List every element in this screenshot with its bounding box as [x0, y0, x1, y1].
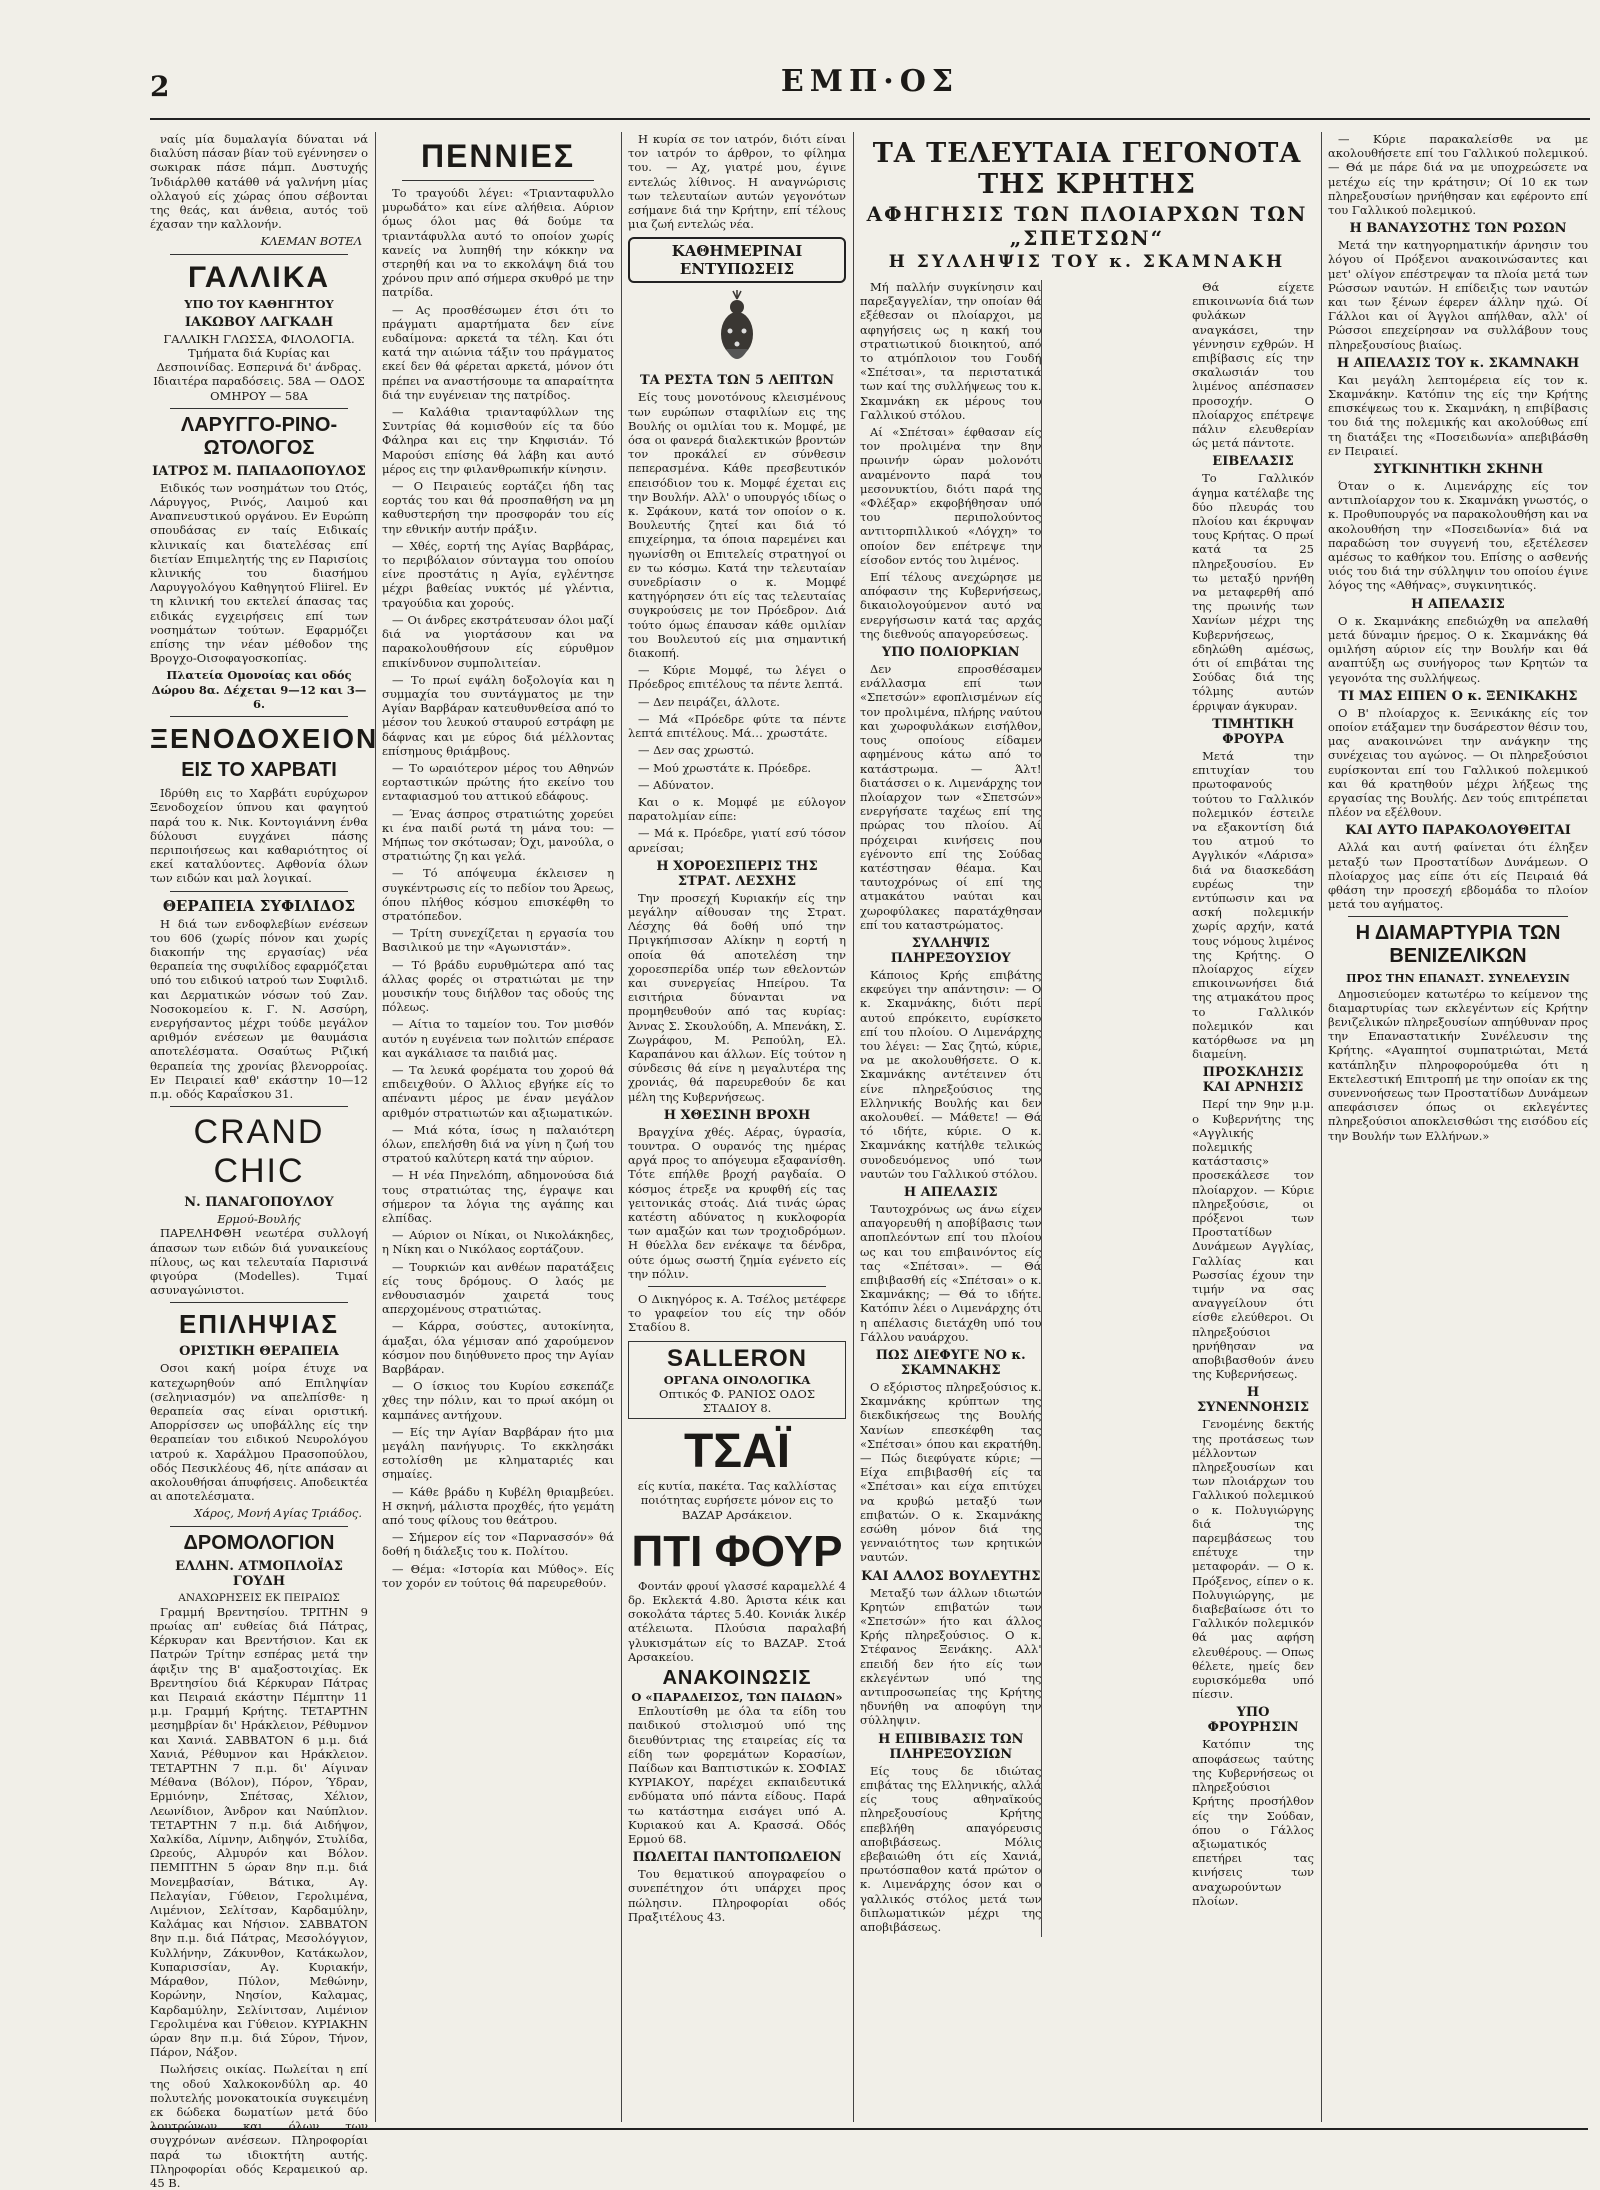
chronicle-paragraph: Το τραγούδι λέγει: «Τριανταφυλλο μυρωδάτο» και είνε αλήθεια. Αύριον όμως όλοι μας θά δούμε τα τριαντάφυλλα αυτό το οποίον χωρίς κανείς να λυπηθή την κόκκην να στερηθή και να το εκκολάψη διά του χρόνου πριν από σήμερα σκυθρό με την πατρίδα. — [382, 186, 614, 300]
section-title: Η ΣΥΝΕΝΝΟΗΣΙΣ — [1196, 1385, 1310, 1416]
crete-article-body — [860, 280, 1314, 1937]
chronicle-paragraph: — Τό βράδυ ευρυθμώτερα από τας άλλας φορές οι στρατιώται με την μουσικήν τους διήλθον τας οδούς της πόλεως. — [382, 957, 614, 1015]
column-chronicle — [382, 132, 614, 2122]
ad-shop-address: Ερμού-Βουλής — [217, 1212, 301, 1227]
ad-subtitle-epilepsy: ΟΡΙΣΤΙΚΗ ΘΕΡΑΠΕΙΑ — [179, 1344, 339, 1360]
dialogue-line: — Μά «Πρόεδρε φύτε τα πέντε λεπτά επιτέλους. Μά… χρωστάτε. — [628, 711, 846, 741]
chronicle-paragraph: — Οι άνδρες εκστράτευσαν όλοι μαζί διά να γιορτάσουν και να παρακολουθήσουν είς εύρυθμον επικίνδυνον συμπολιτείαν. — [382, 612, 614, 670]
ad-petit-four-text: Φοντάν φρουί γλασσέ καραμελλέ 4 δρ. Εκλεκτά 4.80. Άριστα κέικ και σοκολάτα τάρτες 5.40. Κονιάκ λικέρ ατέλειωτα. Πλούσια παραλαβή γλυκισμάτων είς το ΒΑΖΑΡ. Στοά Αρσακείου. — [628, 1578, 846, 1664]
ad-schedule-text: Γραμμή Βρεντησίου. ΤΡΙΤΗΝ 9 πρωίας απ' ευθείας διά Πάτρας, Κέρκυραν και Βρεντήσιον. Και εκ Πατρών Τρίτην εσπέρας μετά την άφιξιν της Β' αμαξοστοιχίας. Εκ Βρεντησίου διά Κέρκυραν Πάτρας και Πειραιά εκάστην Πέμπτην 11 μ.μ. Γραμμή Κρήτης. ΤΕΤΑΡΤΗΝ μεσημβρίαν δι' Ηράκλειον, Ρέθυμνον και Χανιά. ΣΑΒΒΑΤΟΝ 6 μ.μ. διά Χανιά, Ρέθυμνον και Ηράκλειον. ΤΕΤΑΡΤΗΝ 7 π.μ. δι' Αίγιναν Μέθανα (Βόλον), Πόρον, Ύδραν, Ερμιόνην, Σπέτσας, Χέλιον, Λεωνίδιον, Άνδρον και Ναύπλιον. ΤΕΤΑΡΤΗΝ 7 π.μ. διά Αιδήψον, Χαλκίδα, Λίμνην, Αιδηψόν, Στυλίδα, Ωρεούς, Αλμυρόν και Βόλον. ΠΕΜΠΤΗΝ 5 ώραν 8ην π.μ. διά Μονεμβασίαν, Βάτικα, Αγ. Πελαγίαν, Γύθειον, Γερολιμένα, Λιμένιον, Σελίτσαν, Καρδαμύλην, Καλάμας και Νήσιον. ΣΑΒΒΑΤΟΝ 8ην π.μ. διά Πάτρας, Μεσολόγγιον, Κυλλήνην, Ζάκυνθον, Κατάκωλον, Κυπαρισσίαν, Αγ. Κυριακήν, Μάραθον, Πύλον, Μεθώνην, Κορώνην, Νησίον, Καλαμας, Καρδαμύλην, Σελίνιτσαν, Λιμένιον Γερολιμένα και Γύθειον. ΚΥΡΙΑΚΗΝ ώραν 8ην π.μ. διά Σύρον, Τήνον, Πάρον, Νάξον. — [150, 1604, 368, 2060]
divider — [170, 1302, 348, 1303]
divider — [170, 891, 348, 892]
impressions-heading: ΤΑ ΡΕΣΤΑ ΤΩΝ 5 ΛΕΠΤΩΝ — [639, 373, 835, 389]
ad-grocery-text: Του θεματικού απογραφείου ο συνεπέτηχον ότι υπάρχει προς πώλησιν. Πληροφορίαι οδός Πραξιτέλους 43. — [628, 1867, 846, 1924]
section-title: Η ΧΘΕΣΙΝΗ ΒΡΟΧΗ — [663, 1107, 811, 1123]
ad-title-hotel: ΞΕΝΟΔΟΧΕΙΟΝ — [150, 723, 379, 755]
ad-salleron — [628, 1341, 846, 1420]
dialogue-line: — Δεν σας χρωστώ. — [638, 743, 755, 758]
dialogue-line: — Μά κ. Πρόεδρε, γιατί εσύ τόσον αρνείσαι; — [628, 826, 846, 855]
inner-separator — [1041, 280, 1192, 1937]
section-title: ΥΠΟ ΦΡΟΥΡΗΣΙΝ — [1207, 1705, 1299, 1736]
chronicle-paragraph: — Ένας άσπρος στρατιώτης χορεύει κι ένα παιδί ρωτά τη μάνα του: — Μήπως τον σκότωσαν; Όχι, μανούλα, ο στρατιώτης ζη και γελά. — [382, 806, 614, 864]
ad-title-ent-doctor: ΛΑΡΥΓΓΟ-ΡΙΝΟ-ΩΤΟΛΟΓΟΣ — [180, 413, 338, 459]
section-title: Η ΑΠΕΛΑΣΙΣ ΤΟΥ κ. ΣΚΑΜΝΑΚΗ — [1336, 355, 1580, 371]
chronicle-paragraph: — Είς την Αγίαν Βαρβάραν ήτο μια μεγάλη πανήγυρις. Το εκκλησάκι εστολίσθη με κληματαριές και σημαίες. — [382, 1424, 614, 1482]
chronicle-paragraph: — Μιά κότα, ίσως η παλαιότερη όλων, επελήσθη διά να γίνη η ζωή του στρατού καλύτερη κατά την αύριον. — [382, 1122, 614, 1166]
ad-title-schedule: ΔΡΟΜΟΛΟΓΙΟΝ — [183, 1531, 335, 1554]
section-text: Μετά την κατηγορηματικήν άρνησιν του λόγου οί Πρόξενοι ανακοινώσαντες και μετ' ολίγον επέστρεψαν τα πλοία μετά των Ρώσσων ναυτών. Η επίδειξις των ναυτών και των ξένων έφερεν άλλην ηχώ. Οί Γάλλοι και οί Άγγλοι απήλθαν, αλλ' οί Ρώσσοι επεχείρησαν να συλλάβουν τους πληρεξουσίους βιαίως. — [1328, 238, 1588, 352]
chronicle-paragraph: — Τουρκιών και ανθέων παρατάξεις είς τους δρόμους. Ο λαός με ενθουσιασμόν χαιρετά τους απερχομένους στρατιώτας. — [382, 1259, 614, 1317]
chronicle-paragraph: — Ο Πειραιεύς εορτάζει ήδη τας εορτάς του και θά προσπαθήση να μη καθυστερήση την προσφοράν του είς την εθνικήν αυτήν πράξιν. — [382, 479, 614, 536]
section-text: Κατόπιν της αποφάσεως ταύτης της Κυβερνήσεως οι πληρεξούσιοι Κρήτης προσήλθον είς την Σούδαν, όπου ο Γάλλος αξιωματικός επετήρει τας κινήσεις των αναχωρούντων πλοίων. — [1192, 1737, 1314, 1908]
section-text: Ο Β' πλοίαρχος κ. Ξενικάκης είς τον οποίον ετάξαμεν την δυσάρεστον θέσιν του, μας ανακοινώνει την ανάγκην της συνέχειας του αγώνος. — Οι πληρεξούσιοι ευρίσκονται επί του Γαλλικού πολεμικού και θά κρατηθούν μέχρι λήξεως της εργασίας της Βουλής. Δεν τούς επιτρέπεται πλέον να εξέλθουν. — [1328, 705, 1588, 820]
chronicle-paragraph: — Η νέα Πηνελόπη, αδημονούσα διά τους στρατιώτας της, έγραψε και σήμερον τα λόγια της αγάπης και ελπίδας. — [382, 1168, 614, 1226]
section-title: ΚΑΙ ΑΛΛΟΣ ΒΟΥΛΕΥΤΗΣ — [861, 1568, 1041, 1584]
protest-text: Δημοσιεύομεν κατωτέρω το κείμενον της διαμαρτυρίας των εκλεγέντων είς Κρήτην βενιζελικών πληρεξουσίων απηύθυναν προς την Επαναστατικήν Συνέλευσιν της Κρήτης. «Αγαπητοί συμπατριώται, Μετά κατάπληξιν πληροφορούμεθα ότι η Εκτελεστική Επιτροπή με την οποίαν εκ της συνεννοήσεως των Προστατίδων Δυνάμεων απεφάσισεν όπως οι εκλεγέντες πληρεξούσιοι αποκλεισθώσι της εισόδου είς την Βουλήν των Ελλήνων.» — [1328, 986, 1588, 1143]
article-paragraph: Αί «Σπέτσαι» έφθασαν είς τον προλιμένα την 8ην πρωινήν ώραν μολονότι αναμένοντο παρά του μεσονυκτίου, διότι παρά της «Φλέξαρ» εκφοβήθησαν υπό του περιπολούντος αντιτορπιλλικού «Λόγχη» το οποίον δεν επέτρεψε την είσοδον εντός του λιμένος. — [860, 425, 1042, 567]
section-text: Όταν ο κ. Λιμενάρχης είς τον αντιπλοίαρχον του κ. Σκαμνάκη γνωστός, ο κ. Προθυπουργός να παρακολουθήση και να ακολουθήση την «Ποσειδωνία» διά να παραδώση τον συγγενή του, εξετέλεσεν αμέσως το καθήκον του. Επίσης ο ασθενής υιός του διά την σύλληψιν του οποίου έγινε λόγος της «Αθήνας», συγκινητικός. — [1328, 479, 1588, 593]
masthead: ΕΜΠ·ΟΣ — [780, 64, 960, 99]
protest-subheadline: ΠΡΟΣ ΤΗΝ ΕΠΑΝΑΣΤ. ΣΥΝΕΛΕΥΣΙΝ — [1346, 972, 1570, 986]
section-text: Ο κ. Σκαμνάκης επεδιώχθη να απελαθή μετά δύναμιν ήρεμος. Ο κ. Σκαμνάκης θά ομιλήση αύριον είς την Βουλήν και θά αναπτύξη ως συνήγορος των Κρητών τα γεγονότα της συλλήψεως. — [1328, 613, 1588, 685]
article-paragraph: Επί τέλους ανεχώρησε με απόφασιν της Κυβερνήσεως, δικαιολογούμενον αυτό να ενεργήσωσιν κατά τας αρχάς της διεθνούς απαγορεύσεως. — [860, 570, 1042, 641]
ad-title-epilepsy: ΕΠΙΛΗΨΙΑΣ — [178, 1309, 340, 1340]
section-title: ΤΙΜΗΤΙΚΗ ΦΡΟΥΡΑ — [1212, 716, 1294, 747]
article-paragraph: Μή παλλήν συγκίνησιν και παρεξαγγελίαν, την οποίαν θά εξέθεσαν οι πλοίαρχοι, με αφηγήσεις ως η κακή του στρατιωτικού διοικητού, από το ατμόπλοιον του Γουδή «Σπέτσαι», τα περιστατικά των καί της συλλήψεως του κ. Σκαμνάκη εκ μέρους του Γαλλικού στόλου. — [860, 280, 1042, 422]
section-title: ΥΠΟ ΠΟΛΙΟΡΚΙΑΝ — [881, 645, 1020, 661]
chronicle-paragraph: — Τα λευκά φορέματα του χορού θά επιδειχθούν. Ο Άλλιος εβγήκε είς το απέναντι μέρος με έναν μεγάλον αριθμόν στρατιωτών και αξιωματικών. — [382, 1062, 614, 1120]
chronicle-paragraph: — Ας προσθέσωμεν έτσι ότι το πράγματι αμαρτήματα δεν είνε ευδαίμονα: αρκετά τα τέλη. Και ότι κατά την αιώνια τάξιν του πράγματος εκεί δεν θά φέρεται αρκετά, μόνον ότι πρέπει να αναστήσουμε τα απαραίτητα διά την ευγένειαν της πατρίδος. — [382, 302, 614, 402]
section-text: Ταυτοχρόνως ως άνω είχεν απαγορευθή η αποβίβασις των αποπλεόντων επί του πλοίου ως και του επιβαινόντος είς τας «Σπέτσαι». — Θά επιβιβασθή είς «Σπέτσαι» ο κ. Σκαμνάκης; — Θά το ιδήτε. Κατόπιν λέει ο Λιμενάρχης ότι η απέλασις διετάχθη υπό του Γάλλου ναυάρχου. — [860, 1201, 1042, 1344]
footer-rule — [150, 2128, 1588, 2130]
chronicle-paragraph: — Τό απόψευμα έκλεισεν η συγκέντρωσις είς το πεδίον του Άρεως, όπου πλήθος κόσμου επισκέφθη το στρατόπεδον. — [382, 866, 614, 923]
ad-doctor-name: ΙΑΤΡΟΣ Μ. ΠΑΠΑΔΟΠΟΥΛΟΣ — [152, 463, 366, 479]
section-text: Μετά την επιτυχίαν του πρωτοφανούς τούτου το Γαλλικόν πολεμικόν έστειλε να εξακοντίση διά του ατμού το Αγγλικόν «Λάρισα» διά να διασκεδάση ευρέως την εντύπωσιν και να ασκή πολεμικήν χωρίς αρχήν, κατά τους νόμους λιμένος της Κρήτης. Ο πλοίαρχος είχεν επικοινωνήσει διά της ατμακάτου προς το Γαλλικόν πολεμικόν και κατόρθωσε να μη διαμείνη. — [1192, 748, 1314, 1062]
crete-article — [860, 132, 1314, 2122]
chronicle-paragraph: — Το πρωί εψάλη δοξολογία και η συμμαχία του συντάγματος με την Αγίαν Βαρβάραν κατευθυνθείσα από το μέσον του λευκού σταυρού εστράφη με δάφνας και με εύρος διά μέλλοντας επίσημους θριάμβους. — [382, 672, 614, 758]
ad-petit-four-title: ΠΤΙ ΦΟΥΡ — [631, 1526, 843, 1576]
page-number: 2 — [150, 70, 170, 103]
section-text: Περί την 9ην μ.μ. ο Κυβερνήτης της «Αγγλικής πολεμικής κατάστασις» προσεκάλεσε τον πλοίαρχον. — Κύριε πληρεξούσιε, οι πρόξενοι των Προστατίδων Δυνάμεων Αγγλίας, Γαλλίας και Ρωσσίας έχουν την τιμήν να σας αναγγείλουν ότι είσθε ελεύθεροι. Οι πληρεξούσιοι ηρνήθησαν να αποβιβασθούν άνευ της Κυβερνήσεως. — [1192, 1097, 1314, 1382]
section-title: ΕΙΒΕΛΑΣΙΣ — [1212, 454, 1294, 470]
dialogue-line: Και ο κ. Μομφέ με εύλογον παρατολμίαν είπε: — [628, 794, 846, 824]
ad-subtitle-hotel: ΕΙΣ ΤΟ ΧΑΡΒΑΤΙ — [181, 759, 337, 782]
section-title-pennies: ΠΕΝΝΙΕΣ — [420, 138, 576, 174]
ad-announcement-title: ΑΝΑΚΟΙΝΩΣΙΣ — [662, 1667, 812, 1690]
section-title: Η ΕΠΙΒΙΒΑΣΙΣ ΤΩΝ ΠΛΗΡΕΞΟΥΣΙΩΝ — [878, 1731, 1024, 1762]
ad-salleron-address: Οπτικός Φ. ΡΑΝΙΟΣ ΟΔΟΣ ΣΤΑΔΙΟΥ 8. — [659, 1386, 815, 1416]
ad-text: Ιδρύθη εις το Χαρβάτι ευρύχωρον Ξενοδοχείον ύπνου και φαγητού παρά του κ. Νικ. Κοντογιάννη ένθα δύλουσι ευγχάνει πάσης περιποιήσεως και καθαριότητος οί εκεί καταλύοντες. Αφθονία όλων των ειδών και μαλ λογικαί. — [150, 786, 368, 886]
section-title: Η ΑΠΕΛΑΣΙΣ — [903, 1184, 998, 1200]
chronicle-paragraph: — Θέμα: «Ιστορία και Μύθος». Είς τον χορόν εν τούτοις θά παρευρεθούν. — [382, 1561, 614, 1590]
lawyer-notice: Ο Δικηγόρος κ. Α. Τσέλος μετέφερε το γραφείον του είς την οδόν Σταδίου 8. — [628, 1292, 846, 1335]
crete-column-left — [860, 280, 1041, 1937]
crete-subheadline: ΑΦΗΓΗΣΙΣ ΤΩΝ ΠΛΟΙΑΡΧΩΝ ΤΩΝ „ΣΠΕΤΣΩΝ“ — [866, 202, 1308, 250]
column-impressions — [628, 132, 846, 2122]
divider — [648, 1286, 826, 1287]
section-title: ΚΑΙ ΑΥΤΟ ΠΑΡΑΚΟΛΟΥΘΕΙΤΑΙ — [1345, 823, 1571, 839]
chronicle-paragraph: — Καλάθια τριανταφύλλων της Συντρίας θά κομισθούν είς τα δύο Φάληρα και εις την Κηφισιάν. Τό Μαρούσι επίσης θά λάβη και αυτό μέρος εις την φιλανθρωπικήν κίνησιν. — [382, 405, 614, 476]
chronicle-paragraph: — Κάθε βράδυ η Κυβέλη θριαμβεύει. Η σκηνή, μάλιστα προχθές, ήτο γεμάτη από τους φίλους του θεάτρου. — [382, 1484, 614, 1528]
article-paragraph: — Κύριε παρακαλείσθε να με ακολουθήσετε επί του Γαλλικού πολεμικού. — Θά με πάρε διά να με υποχρεώσετε να μετέχω είς την κράτησιν; Οί 10 εκ των πληρεξουσίων ηρνήθησαν και εφέροντο επί του Γαλλικού πολεμικού. — [1328, 132, 1588, 218]
divider — [170, 408, 348, 409]
ad-text: ΠΑΡΕΛΗΦΘΗ νεωτέρα συλλογή άπασων των ειδών διά γυναικείους πίλους, ως και τελευταία Παρισινά φιγούρα (Modelles). Τιμαί ασυναγώνιστοι. — [150, 1226, 368, 1298]
chronicle-paragraph: — Τρίτη συνεχίζεται η εργασία του Βασιλικού με την «Αγωνιστάν». — [382, 926, 614, 955]
ad-announcement-subtitle: Ο «ΠΑΡΑΔΕΙΣΟΣ, ΤΩΝ ΠΑΙΔΩΝ» — [631, 1690, 843, 1705]
divider — [170, 1526, 348, 1527]
ad-text: Ειδικός των νοσημάτων του Ωτός, Λάρυγγος, Ρινός, Λαιμού και Αναπνευστικού οργάνου. Εν Ευρώπη σπουδάσας εν ταίς Ειδικαίς κλινικαίς και διατελέσας επί διετίαν Επιμελητής της εν Παρισίοις κλινικής του διασήμου Λαρυγγολόγου Καθηγητού Fliirel. Εν τη κλινική του εκτελεί άπασας τας ειδικάς εγχειρήσεις επί των νοσημάτων τούτων. Εφαρμόζει επίσης την νέαν μέθοδον της Βρογχο-Οισοφαγοσκοπίας. — [150, 480, 368, 666]
article-paragraph: Θά είχετε επικοινωνία διά των φυλάκων αναγκάσει, την γέννησιν εχθρών. Η επιβίβασις είς την σκαλωσιάν του λιμένος απέσπασεν προσοχήν. Ο πλοίαρχος επέτρεψε πάλιν ελευθερίαν ώς μετά πάντοτε. — [1192, 280, 1314, 451]
section-text: Δεν επροσθέσαμεν ενάλλασμα επί των «Σπετσών» εφοπλισμένων είς τον προλιμένα, πλήρης ναύτου και χωροφυλάκων εισήλθον, τους οποίους είδαμεν αφημένους κάτω από το κατάστρωμα. — Άλτ! διατάσσει ο κ. Λιμενάρχης τον πλοίαρχον των «Σπετσών» ενεργήσατε ταχέως επί της πρώρας του πλοίου. Αί πρόχειραι κινήσεις που εγένοντο επί της Σούδας κατέστησαν θέαμα. Και ταυτοχρόνως οί επί της ατμακάτου ναύται και χωροφύλακες παρατάχθησαν επί του καταστρώματος. — [860, 662, 1042, 932]
impressions-text: Είς τους μονοτόνους κλεισμένους των ευρώπων σταφιλίων εις της Βουλής οι ομιλίαι του κ. Μομφέ, με όσα οι φανερά διαλεκτικών βροντών τον προκάλεί εν σύνθεσιν πεπερασμένα. Κάθε πρεσβευτικόν επεισόδιον του κ. Μομφέ έχεται εις την Βουλήν. Αλλ' ο υπουργός ιδίως ο κ. Σφάκουν, κατά τον οποίον ο κ. Βουλευτής ζητεί και διά τό επιχείρημα, τα όποια παρεμένει και ηγωνίσθη οι Επιτελείς στρατηγοί οι εν τω κόσμω. Κατά την τελευταίαν συνεδρίασιν ο κ. Μομφέ κατηγόρησεν ότι είς τας τελευταίας συγκρούσεις με τον Πρόεδρον. Διά τούτο όμως έπαυσαν κάθε ομιλίαν του Βουλευτού είς μια σημαντική διακοπή. — [628, 390, 846, 661]
ad-salleron-title: SALLERON — [667, 1344, 807, 1372]
dialogue-line: — Αδύνατον. — [638, 777, 715, 792]
ad-text: Οσοι κακή μοίρα έτυχε να κατεχωρηθούν από Επιληψίαν (σεληνιασμόν) να απελπίσθε· η θεραπεία σας είναι οριστική. Απορρίσσεν ως υποβάλλης είς την θεραπείαν του ειδικού Νευρολόγου ιατρού κ. Χαράλμου Πρασοπούλου, οδός Πεσικλέους 46, ηίτε απάσαν αι ακολουθήσαι άπυφήσεις. Αποδεικτέα αι αποτελέσματα. — [150, 1361, 368, 1504]
ad-subtitle: ΥΠΟ ΤΟΥ ΚΑΘΗΓΗΤΟΥ — [184, 296, 334, 311]
section-text: Την προσεχή Κυριακήν είς την μεγάλην αίθουσαν της Στρατ. Λέσχης θά δοθή υπό την Πριγκήπισσαν Αλίκην η εορτή η οποία θά αποτελέση την χοροεσπερίδα υπέρ των εθελοντών και συνεργείας Ηπείρου. Τα εισιτήρια δύνανται να προμηθευθούν από τας κυρίας: Άννας Σ. Σκουλούδη, Α. Μπενάκη, Σ. Ζωγράφου, Μ. Ρεπούλη, Ελ. Καραπάνου και άλλων. Είς τούτον η σύνδεσις θά είνε η μεγαλυτέρα της χρονιάς, θά παρευρεθούν δε και μέλη της Κυβερνήσεως. — [628, 890, 846, 1104]
column-separator — [853, 132, 854, 2122]
peacock-illustration — [702, 289, 772, 369]
author-signature: ΚΛΕΜΑΝ ΒΟΤΕΛ — [260, 234, 362, 249]
ad-text: ΓΑΛΛΙΚΗ ΓΛΩΣΣΑ, ΦΙΛΟΛΟΓΙΑ. Τμήματα διά Κυρίας και Δεσποινίδας. Εσπερινά δι' άνδρας. Ιδιαιτέρα παραδόσεις. 58Α — ΟΔΟΣ ΟΜΗΡΟΥ — 58Α — [153, 331, 365, 403]
page-header — [150, 62, 1590, 126]
dialogue-line: — Κύριε Μομφέ, τω λέγει ο Πρόεδρος επιτέλους τα πέντε λεπτά. — [628, 663, 846, 692]
section-text: Μεταξύ των άλλων ιδιωτών Κρητών επιβατών των «Σπετσών» ήτο και άλλος Κρής πληρεξούσιος. Ο κ. Στέφανος Ξενάκης. Αλλ' επειδή δεν ήτο είς των εκλεγέντων υπό της αντιπροσωπείας της Κρήτης ηδυνήθη να αποφύγη την σύλληψιν. — [860, 1585, 1042, 1728]
chronicle-paragraph: — Το ωραιότερον μέρος του Αθηνών εορταστικών πρώτης ήτο εκείνο του ενταφιασμού του αττικού εδάφους. — [382, 760, 614, 804]
section-title: Η ΑΠΕΛΑΣΙΣ — [1411, 596, 1505, 612]
crete-column-right — [1192, 280, 1314, 1937]
section-text: Και μεγάλη λεπτομέρεια είς τον κ. Σκαμνάκην. Κατόπιν της είς την Κρήτης επισκέψεως του κ. Σκαμνάκη, η επιβίβασις του διά της πολεμικής και ακολούθως επί τη διατάξει της «Ποσειδωνία» απεβιβάσθη εν Πειραιεί. — [1328, 372, 1588, 458]
divider — [170, 254, 348, 255]
crete-headline: ΤΑ ΤΕΛΕΥΤΑΙΑ ΓΕΓΟΝΟΤΑ ΤΗΣ ΚΡΗΤΗΣ — [872, 138, 1302, 200]
impressions-box — [628, 237, 846, 283]
column-crete-continued — [1328, 132, 1588, 2122]
ad-title-french: ΓΑΛΛΙΚΑ — [187, 260, 331, 294]
ad-teacher-name: ΙΑΚΩΒΟΥ ΛΑΓΚΑΔΗ — [184, 314, 334, 330]
section-text: Ο εξόριστος πληρεξούσιος κ. Σκαμνάκης κρύπτων της διεκδικήσεως της Βουλής Χανίων επεσκέφθη τας «Σπέτσαι» όπου και εκρατήθη. — Πώς διεφύγατε κύριε; — Είχα επιβιβασθή είς τα «Σπέτσαι» και είχα επιτύχει να κρυβώ μεταξύ των επιβατών. Ο κ. Σκαμνάκης εσώθη μόνον διά της γενναιότητος των κρητικών ναυτών. — [860, 1380, 1042, 1565]
dialogue-line: — Δεν πειράζει, άλλοτε. — [638, 694, 780, 709]
ad-tea-text: είς κυτία, πακέτα. Τας καλλίστας ποιότητας ευρήσετε μόνον εις το ΒΑΖΑΡ Αρσάκειον. — [637, 1479, 837, 1522]
section-title: ΠΩΣ ΔΙΕΦΥΓΕ ΝΟ κ. ΣΚΑΜΝΑΚΗΣ — [875, 1348, 1026, 1379]
intro-text: Η κυρία σε τον ιατρόν, διότι είναι τον ιατρόν το άρθρον, το φίλημα του. — Αχ, γιατρέ μου, έγινε εντελώς λίθινος. Η αναγνώρισις των τελευταίων αυτών γεγονότων εσήμανε διά την Κρήτην, επί τέλους μια ζωή εντελώς νέα. — [628, 132, 846, 232]
section-text: Το Γαλλικόν άγημα κατέλαβε της δύο πλευράς του πλοίου και έκρυψαν τους Κρήτας. Ο πρωί κατά τα 25 πληρεξουσίου. Εν τω μεταξύ ηρνήθη να μεταφερθή από της πρωινής των Χανίων μέχρι της Κυβερνήσεως, εδηλώθη αμέσως, ότι οί επιβάται της Σούδας διά της τόλμης αυτών έρριψαν άγκυραν. — [1192, 471, 1314, 713]
dialogue-line: — Μού χρωστάτε κ. Πρόεδρε. — [638, 760, 812, 775]
ad-salleron-subtitle: ΟΡΓΑΝΑ ΟΙΝΟΛΟΓΙΚΑ — [663, 1372, 811, 1387]
chronicle-paragraph: — Χθές, εορτή της Αγίας Βαρβάρας, το περιβόλαιον σύνταγμα του οποίου είνε προστάτις η Αγία, εγλέντησε μέχρι βαθείας νυκτός μέ γλέντια, τραγούδια και χορούς. — [382, 538, 614, 610]
ad-announcement-text: Επλουτίσθη με όλα τα είδη του παιδικού στολισμού υπό της διευθύντριας της εταιρείας είς τα είδη των φορεμάτων Κορασίων, Παίδων και Βαπτιστικών κ. ΣΟΦΙΑΣ ΚΥΡΙΑΚΟΥ, παρέχει εκπαιδευτικά ενδύματα υπό πάντα είδους. Παρά τω κατάστημα εισάγει υπό Α. Κυριακού και Α. Κρασσά. Οδός Ερμού 68. — [628, 1704, 846, 1847]
ad-house-sale: Πωλήσεις οικίας. Πωλείται η επί της οδού Χαλκοκονδύλη αρ. 40 πολυτελής μονοκατοικία συγκειμένη εκ δώδεκα δωματίων μετά δύο λουτρώνων και όλων των συγχρόνων ανέσεων. Πληροφορίαι παρά τω ιδιοκτήτη αυτής. Πληροφορίαι οδός Κεραμεικού αρ. 45 Β. — [150, 2062, 368, 2190]
ad-subtitle-departures: ΑΝΑΧΩΡΗΣΕΙΣ ΕΚ ΠΕΙΡΑΙΩΣ — [178, 1591, 340, 1604]
section-text: Κάποιος Κρής επιβάτης εκφεύγει την απάντησιν: — Ο κ. Σκαμνάκης, διότι περί αυτού επρόκειτο, ευρίσκετο επί του πλοίου. Ο Λιμενάρχης του λέγει: — Σας ζητώ, κύριε, να με ακολουθήσετε. Ο κ. Σκαμνάκης αντέτεινεν ότι είνε πληρεξούσιος της Ελληνικής Βουλής και δεν ακολουθεί. — Μάθετε! — Θά τό ιδήτε, κύριε. Ο κ. Σκαμνάκης κατήλθε τελικώς συνοδευόμενος υπό των ναυτών του Γαλλικού στόλου. — [860, 967, 1042, 1181]
ad-grocery-title: ΠΩΛΕΙΤΑΙ ΠΑΝΤΟΠΩΛΕΙΟΝ — [632, 1850, 842, 1866]
ad-title-syphilis: ΘΕΡΑΠΕΙΑ ΣΥΦΙΛΙΔΟΣ — [162, 896, 356, 915]
section-text: Αλλά και αυτή φαίνεται ότι έληξεν μεταξύ των Προστατίδων Δυνάμεων. Ο πλοίαρχος μας είπε ότι είς Πειραιά θά φθάση την προσεχή εβδομάδα το πλοίον μετά του αγήματος. — [1328, 840, 1588, 912]
section-title: ΠΡΟΣΚΛΗΣΙΣ ΚΑΙ ΑΡΝΗΣΙΣ — [1202, 1065, 1304, 1096]
column-separator — [621, 132, 622, 2122]
section-text: Βραγχίνα χθές. Αέρας, ύγρασία, τουντρα. Ο ουρανός της ημέρας αργά προς το απόγευμα εξαφανίσθη. Τότε επήλθε βροχή ραγδαία. Ο κόσμος έτρεξε να κρυφθή είς τας γειτονικάς στοάς. Διά τινάς ώρας κατέστη αδύνατος η κυκλοφορία των αμαξών και των τροχιοδρόμων. Η θύελλα δεν ενέκαψε τα δένδρα, ούτε όμως σωστή ζημία εγένετο είς την πόλιν. — [628, 1124, 846, 1281]
ad-address: Πλατεία Ομονοίας και οδός Δώρου 8α. Δέχεται 9—12 και 3—6. — [151, 668, 367, 711]
ad-shop-owner: Ν. ΠΑΝΑΓΟΠΟΥΛΟΥ — [184, 1195, 334, 1211]
protest-headline: Η ΔΙΑΜΑΡΤΥΡΙΑ ΤΩΝ ΒΕΝΙΖΕΛΙΚΩΝ — [1355, 922, 1561, 968]
section-text: Είς τους δε ιδιώτας επιβάτας της Ελληνικής, αλλά είς τους αθηναϊκούς πληρεξουσίους Κρήτης επεβλήθη απαγόρευσις αποβιβάσεως. Μόλις εβεβαιώθη ότι είς Χανιά, πρωτόσπαθον κατά πρώτον ο κ. Λιμενάρχης όσον και ο γαλλικός στόλος μετά των διπλωματικών μέχρι της αποβιβάσεως. — [860, 1763, 1042, 1934]
intro-text: ναίς μία δυμαλαγία δύναται νά διαλύση πάσαν βίαν τοϋ εγέννησεν ο σωκιρακ πάσε πάμπ. Δυστυχής Ίνδιάρλθθ κατάθθ νά γαλνήνη μίας ολλαγού είς χώρας όπου σέβονται της θεάς, και άνθεια, αυτός τοϋ έχασαν την καλλονήν. — [150, 132, 369, 232]
ad-text: Η διά των ενδοφλεβίων ενέσεων του 606 (χωρίς πόνον και χωρίς διακοπήν της εργασίας) νέα θεραπεία της συφιλίδος εφαρμόζεται υπό του ειδικού ιατρού των Συφιλιδ. και Δερματικών νόσων τού Ζαν. Νοσοκομείου κ. Γ. Ν. Ασσύρη, ενεργήσαντος μέχρι τούδε μεγάλον αριθμόν ενέσεων με θαυμάσια αποτελέσματα. Οσαύτως Ριζική θεραπεία της χρονίας βλενορροίας. Εν Πειραιεί καθ' εκάστην 10—12 π.μ. οδός Καραΐσκου 31. — [150, 916, 368, 1101]
chronicle-paragraph: — Ο ίσκιος του Κυρίου εσκεπάζε χθες την πόλιν, και το πρωί ακόμη οι καμπάνες αντήχουν. — [382, 1379, 614, 1422]
chronicle-paragraph: — Σήμερον είς τον «Παρνασσόν» θά δοθή η διάλεξις του κ. Πολίτου. — [382, 1530, 614, 1559]
divider — [170, 1106, 348, 1107]
column-separator — [375, 132, 376, 2122]
divider — [170, 716, 348, 717]
chronicle-paragraph: — Αίτια το ταμείον του. Τον μισθόν αυτόν η ευγένεια των πολιτών επέρασε και αγκάλιασε τα παιδιά μας. — [382, 1017, 614, 1060]
header-rule — [150, 118, 1590, 120]
ad-subtitle-schedule: ΕΛΛΗΝ. ΑΤΜΟΠΛΟΪΑΣ ΓΟΥΔΗ — [175, 1558, 343, 1589]
chronicle-paragraph: — Αύριον οι Νίκαι, οι Νικολάκηδες, η Νίκη και ο Νικόλαος εορτάζουν. — [382, 1228, 614, 1257]
section-text: Γενομένης δεκτής της προτάσεως των μέλλοντων πληρεξουσίων και των πλοιάρχων του Γαλλικού πολεμικού ο κ. Πολυγιώργης διά της παρεμβάσεως του επέτυχε την μεταφοράν. — Ο κ. Πρόξενος, είπεν ο κ. Πολυγιώργης, με διαβεβαίωσε ότι το Γαλλικόν πολεμικόν θά μας αφήση ελευθέρους. — Οπως θέλετε, ημείς δεν ευρισκόμεθα υπό πίεσιν. — [1192, 1417, 1314, 1702]
ad-tea-title: ΤΣΑΪ — [683, 1425, 791, 1479]
section-title: Η ΧΟΡΟΕΣΠΕΡΙΣ ΤΗΣ ΣΤΡΑΤ. ΛΕΣΧΗΣ — [656, 858, 818, 889]
divider — [402, 180, 594, 181]
chronicle-paragraph: — Κάρρα, σούστες, αυτοκίνητα, άμαξαι, όλα γέμισαν από χαρούμενον κόσμον που διηύθυνετο προς την Αγίαν Βαρβάραν. — [382, 1319, 614, 1377]
ad-signature: Χάρος, Μονή Αγίας Τριάδος. — [194, 1506, 362, 1521]
section-title: Η ΒΑΝΑΥΣΟΤΗΣ ΤΩΝ ΡΩΣΩΝ — [1349, 221, 1567, 237]
divider — [1348, 916, 1568, 917]
column-ads — [150, 132, 379, 2190]
section-title: ΤΙ ΜΑΣ ΕΙΠΕΝ Ο κ. ΞΕΝΙΚΑΚΗΣ — [1338, 688, 1578, 704]
section-title: ΣΥΛΛΗΨΙΣ ΠΛΗΡΕΞΟΥΣΙΟΥ — [890, 935, 1011, 966]
crete-subheadline-arrest: Η ΣΥΛΛΗΨΙΣ ΤΟΥ κ. ΣΚΑΜΝΑΚΗ — [888, 252, 1286, 272]
column-separator — [1321, 132, 1322, 2122]
impressions-title: ΚΑΘΗΜΕΡΙΝΑΙ ΕΝΤΥΠΩΣΕΙΣ — [671, 242, 803, 279]
section-title: ΣΥΓΚΙΝΗΤΙΚΗ ΣΚΗΝΗ — [1372, 462, 1544, 478]
ad-title-grand-chic: CRAND CHIC — [193, 1113, 325, 1191]
